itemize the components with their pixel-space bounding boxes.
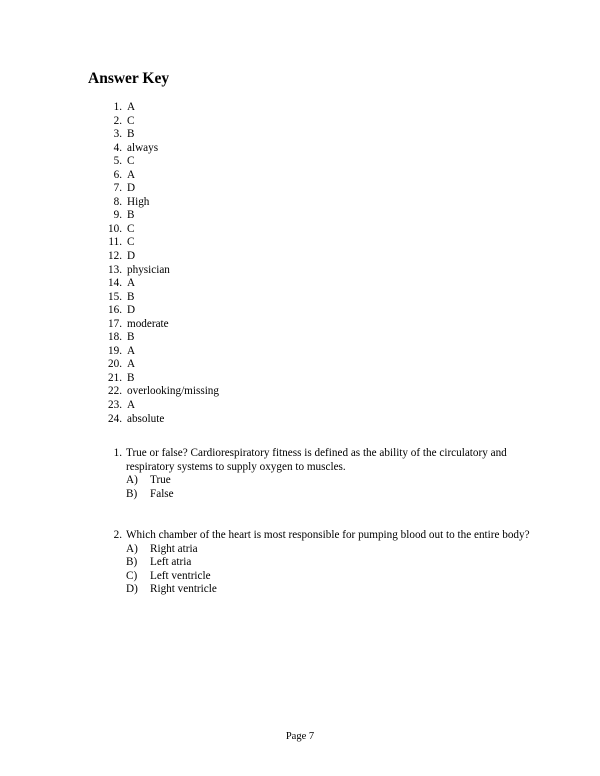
question-number: 1. [113, 447, 122, 459]
answer-number: 24. [108, 412, 122, 425]
answer-value: overlooking/missing [127, 385, 219, 398]
answer-value: C [127, 155, 135, 168]
answer-number: 18. [108, 331, 122, 344]
answer-value: B [127, 128, 135, 141]
answer-value: D [127, 182, 136, 195]
option-letter: B) [126, 556, 138, 569]
option-letter: A) [126, 474, 138, 487]
question-body [126, 529, 540, 597]
answer-value: C [127, 114, 135, 127]
answer-number: 14. [108, 277, 122, 290]
answer-number: 17. [108, 317, 122, 330]
answer-number: 7. [113, 182, 122, 195]
option-letter: D) [126, 583, 138, 596]
answer-value: B [127, 290, 135, 303]
answer-value: C [127, 236, 135, 249]
answer-number: 23. [108, 399, 122, 412]
answer-value: A [127, 168, 136, 181]
answer-value: C [127, 222, 135, 235]
option-item [126, 474, 540, 488]
option-text: Left atria [150, 556, 192, 569]
question-text: True or false? Cardiorespiratory fitness is defined as the ability of the circulatory and respiratory systems to supply oxygen to muscles. [126, 447, 507, 473]
answer-number: 15. [108, 290, 122, 303]
question-options [126, 474, 540, 501]
answer-value: High [127, 195, 150, 208]
page-number: Page 7 [285, 731, 315, 742]
option-text: Right ventricle [150, 583, 217, 596]
answer-number: 20. [108, 358, 122, 371]
option-text: Right atria [150, 542, 198, 555]
answer-number: 9. [113, 209, 122, 222]
answer-value: always [127, 141, 159, 154]
answer-number: 2. [113, 114, 122, 127]
option-letter: B) [126, 487, 138, 500]
answer-value: B [127, 371, 135, 384]
answer-number: 13. [108, 263, 122, 276]
answer-value: A [127, 399, 136, 412]
answer-number: 5. [113, 155, 122, 168]
answer-value: physician [127, 263, 170, 276]
answer-number: 16. [108, 304, 122, 317]
answer-number: 22. [108, 385, 122, 398]
option-letter: A) [126, 542, 138, 555]
answer-number: 8. [113, 195, 122, 208]
question-2 [100, 529, 540, 597]
option-letter: C) [126, 569, 138, 582]
answer-value: D [127, 250, 136, 263]
option-item [126, 556, 540, 570]
option-item [126, 570, 540, 584]
option-text: Left ventricle [150, 569, 211, 582]
option-text: False [150, 487, 174, 500]
answer-number: 1. [113, 101, 122, 113]
question-text: Which chamber of the heart is most responsible for pumping blood out to the entire body? [126, 529, 530, 541]
option-item [126, 488, 540, 502]
answer-value: moderate [127, 317, 169, 330]
answer-value: D [127, 304, 136, 317]
answer-number: 3. [113, 128, 122, 141]
answer-number: 19. [108, 344, 122, 357]
answer-number: 6. [113, 168, 122, 181]
option-item [126, 583, 540, 597]
answer-number: 11. [108, 236, 122, 249]
answer-number: 10. [108, 222, 122, 235]
answer-value: B [127, 209, 135, 222]
answer-number: 21. [108, 371, 122, 384]
option-text: True [150, 474, 171, 487]
answer-value: B [127, 331, 135, 344]
answer-value: A [127, 277, 136, 290]
question-1 [100, 447, 540, 501]
answer-value: A [127, 101, 136, 113]
option-item [126, 543, 540, 557]
page-title: Answer Key [88, 70, 170, 87]
answer-value: A [127, 344, 136, 357]
answer-value: absolute [127, 412, 165, 425]
answer-number: 12. [108, 250, 122, 263]
question-options [126, 543, 540, 597]
answer-value: A [127, 358, 136, 371]
answer-number: 4. [113, 141, 122, 154]
question-number: 2. [113, 529, 122, 541]
question-body [126, 447, 540, 501]
